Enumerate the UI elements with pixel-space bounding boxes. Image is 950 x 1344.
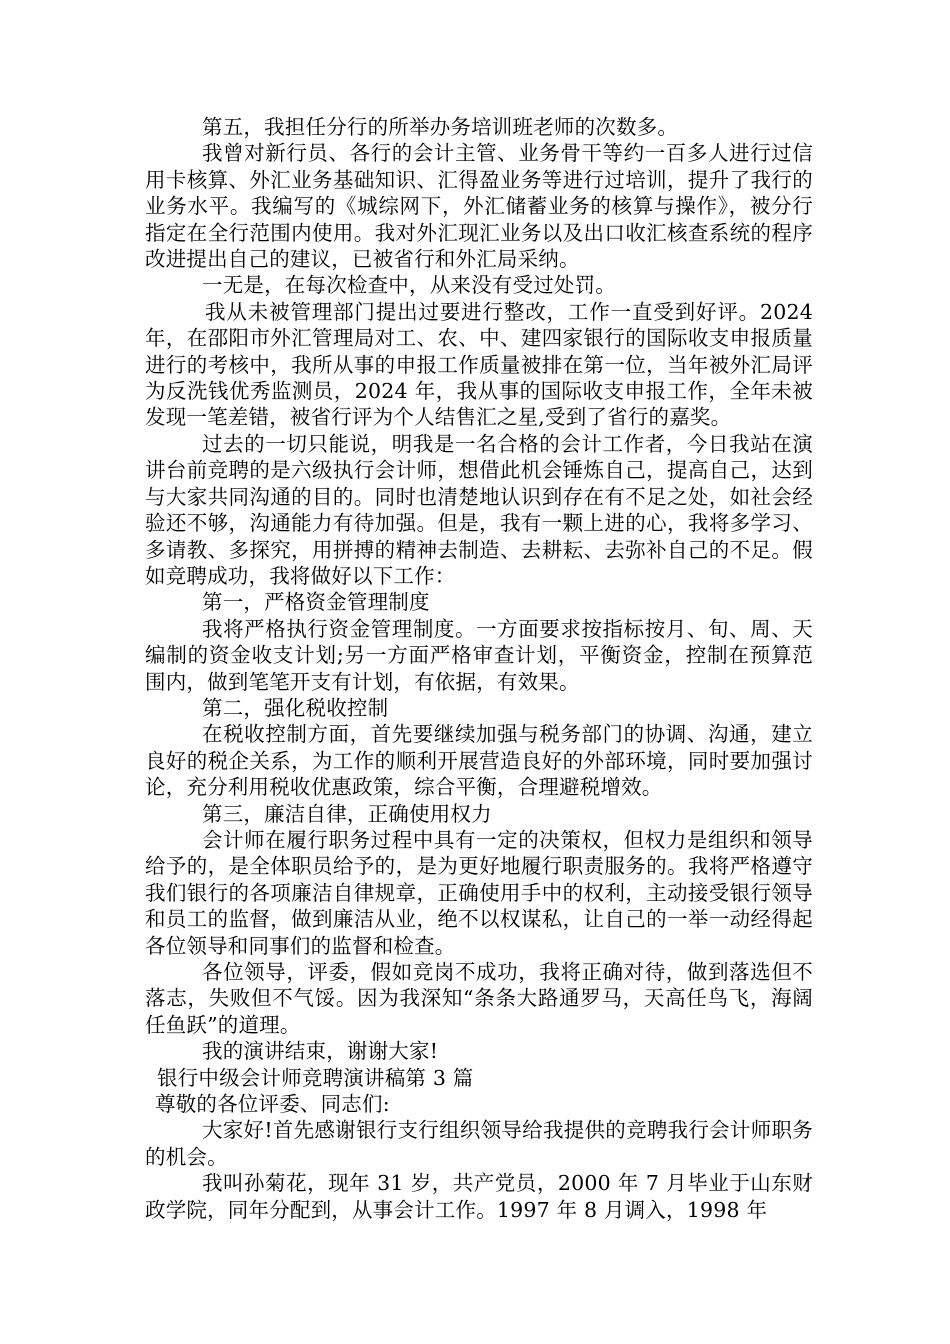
paragraph-opening: 大家好!首先感谢银行支行组织领导给我提供的竞聘我行会计师职务的机会。 — [145, 1118, 813, 1169]
document-body — [145, 114, 813, 1223]
paragraph-fund-management: 我将严格执行资金管理制度。一方面要求按指标按月、旬、周、天编制的资金收支计划;另一方面严格审查计划，平衡资金，控制在预算范围内，做到笔笔开支有计划，有依据，有效果。 — [145, 616, 813, 694]
paragraph-fifth-point: 第五，我担任分行的所举办务培训班老师的次数多。 — [202, 115, 679, 139]
heading-third-point: 第三，廉洁自律，正确使用权力 — [202, 801, 492, 826]
paragraph-awards: 我从未被管理部门提出过要进行整改，工作一直受到好评。2024 年，在邵阳市外汇管理局对工、农、中、建四家银行的国际收支申报质量进行的考核中，我所从事的申报工作质量被排在第一位，当年被外汇局评为反洗钱优秀监测员，2024 年，我从事的国际收支申报工作，全年未被发现一笔差错，被省行评为个人结售汇之星,受到了省行的嘉奖。 — [145, 299, 813, 430]
paragraph-introduction: 我叫孙菊花，现年 31 岁，共产党员，2000 年 7 月毕业于山东财政学院，同年分配到，从事会计工作。1997 年 8 月调入，1998 年 — [145, 1171, 813, 1222]
paragraph-no-penalty: 一无是，在每次检查中，从来没有受过处罚。 — [202, 273, 616, 298]
paragraph-training-experience: 我曾对新行员、各行的会计主管、业务骨干等约一百多人进行过信用卡核算、外汇业务基础知识、汇得盈业务等进行过培训，提升了我行的业务水平。我编写的《城综网下，外汇储蓄业务的核算与操作》，被分行指定在全行范围内使用。我对外汇现汇业务以及出口收汇核查系统的程序改进提出自己的建议，已被省行和外汇局采纳。 — [145, 141, 813, 272]
paragraph-tax-control: 在税收控制方面，首先要继续加强与税务部门的协调、沟通，建立良好的税企关系，为工作的顺利开展营造良好的外部环境，同时要加强讨论，充分利用税收优惠政策，综合平衡，合理避税增效。 — [145, 722, 813, 800]
heading-first-point: 第一，严格资金管理制度 — [202, 590, 430, 615]
paragraph-closing: 我的演讲结束，谢谢大家! — [202, 1039, 439, 1064]
heading-second-point: 第二，强化税收控制 — [202, 695, 389, 720]
paragraph-self-assessment: 过去的一切只能说，明我是一名合格的会计工作者，今日我站在演讲台前竞聘的是六级执行会计师，想借此机会锤炼自己，提高自己，达到与大家共同沟通的目的。同时也清楚地认识到存在有不足之处，如社会经验还不够，沟通能力有待加强。但是，我有一颗上进的心，我将多学习、多请教、多探究，用拼搏的精神去制造、去耕耘、去弥补自己的不足。假如竞聘成功，我将做好以下工作： — [145, 431, 813, 588]
section-title: 银行中级会计师竞聘演讲稿第 3 篇 — [157, 1065, 474, 1090]
salutation: 尊敬的各位评委、同志们: — [155, 1092, 390, 1117]
paragraph-attitude: 各位领导，评委，假如竞岗不成功，我将正确对待，做到落选但不落志，失败但不气馁。因为我深知“条条大路通罗马，天高任鸟飞，海阔任鱼跃”的道理。 — [145, 960, 813, 1037]
paragraph-integrity: 会计师在履行职务过程中具有一定的决策权，但权力是组织和领导给予的，是全体职员给予的，是为更好地履行职责服务的。我将严格遵守我们银行的各项廉洁自律规章，正确使用手中的权利，主动接受银行领导和员工的监督，做到廉洁从业，绝不以权谋私，让自己的一举一动经得起各位领导和同事们的监督和检查。 — [145, 827, 813, 958]
